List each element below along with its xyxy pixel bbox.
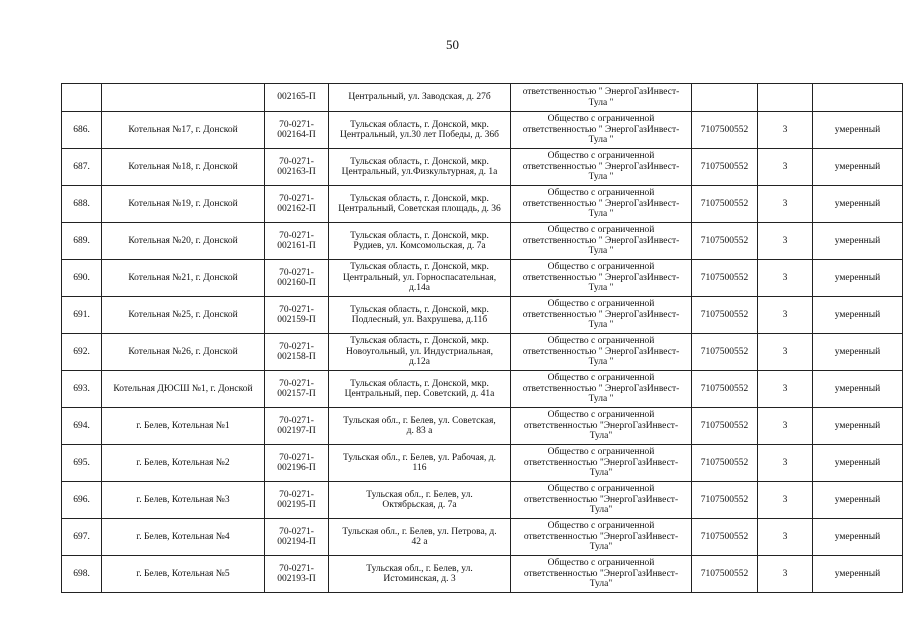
row-number: 693. xyxy=(62,371,102,408)
table-row xyxy=(62,260,903,297)
risk-level: умеренный xyxy=(813,149,903,186)
operator-inn: 7107500552 xyxy=(692,186,758,223)
table-row xyxy=(62,556,903,593)
object-name: Котельная №18, г. Донской xyxy=(102,149,265,186)
hazard-category: 3 xyxy=(758,482,813,519)
hazard-category: 3 xyxy=(758,112,813,149)
object-name: Котельная №21, г. Донской xyxy=(102,260,265,297)
object-address: Тульская область, г. Донской, мкр. Центральный, пер. Советский, д. 41а xyxy=(329,371,511,408)
operator-organization: Общество с ограниченной ответственностью "ЭнергоГазИнвест- Тула" xyxy=(511,519,692,556)
hazard-category: 3 xyxy=(758,334,813,371)
object-address: Тульская область, г. Донской, мкр. Рудиев, ул. Комсомольская, д. 7а xyxy=(329,223,511,260)
risk-level: умеренный xyxy=(813,556,903,593)
risk-level: умеренный xyxy=(813,334,903,371)
registry-table xyxy=(61,83,903,593)
object-name: Котельная №19, г. Донской xyxy=(102,186,265,223)
object-address: Тульская область, г. Донской, мкр. Новоугольный, ул. Индустриальная, д.12а xyxy=(329,334,511,371)
operator-organization: Общество с ограниченной ответственностью " ЭнергоГазИнвест- Тула " xyxy=(511,186,692,223)
object-name: Котельная №17, г. Донской xyxy=(102,112,265,149)
page-number: 50 xyxy=(446,37,459,52)
risk-level: умеренный xyxy=(813,297,903,334)
row-number: 696. xyxy=(62,482,102,519)
object-name xyxy=(102,84,265,112)
operator-inn: 7107500552 xyxy=(692,149,758,186)
operator-organization: Общество с ограниченной ответственностью " ЭнергоГазИнвест- Тула " xyxy=(511,371,692,408)
row-number: 698. xyxy=(62,556,102,593)
hazard-category: 3 xyxy=(758,297,813,334)
operator-organization: Общество с ограниченной ответственностью " ЭнергоГазИнвест- Тула " xyxy=(511,297,692,334)
risk-level: умеренный xyxy=(813,445,903,482)
operator-organization: Общество с ограниченной ответственностью "ЭнергоГазИнвест- Тула" xyxy=(511,445,692,482)
row-number: 697. xyxy=(62,519,102,556)
risk-level: умеренный xyxy=(813,408,903,445)
operator-inn: 7107500552 xyxy=(692,482,758,519)
hazard-category: 3 xyxy=(758,149,813,186)
table-row xyxy=(62,223,903,260)
row-number: 694. xyxy=(62,408,102,445)
registration-code: 70-0271- 002164-П xyxy=(265,112,329,149)
registration-code: 70-0271- 002160-П xyxy=(265,260,329,297)
object-address: Тульская область, г. Донской, мкр. Центральный, ул.30 лет Победы, д. 36б xyxy=(329,112,511,149)
operator-organization: Общество с ограниченной ответственностью " ЭнергоГазИнвест- Тула " xyxy=(511,149,692,186)
operator-inn: 7107500552 xyxy=(692,371,758,408)
table-row xyxy=(62,445,903,482)
table-row xyxy=(62,334,903,371)
hazard-category: 3 xyxy=(758,260,813,297)
registration-code: 002165-П xyxy=(265,84,329,112)
operator-inn: 7107500552 xyxy=(692,223,758,260)
table-row xyxy=(62,482,903,519)
object-address: Тульская обл., г. Белев, ул. Рабочая, д. 116 xyxy=(329,445,511,482)
hazard-category xyxy=(758,84,813,112)
row-number: 687. xyxy=(62,149,102,186)
operator-inn: 7107500552 xyxy=(692,445,758,482)
object-address: Тульская область, г. Донской, мкр. Подлесный, ул. Вахрушева, д.11б xyxy=(329,297,511,334)
risk-level: умеренный xyxy=(813,223,903,260)
object-name: Котельная №26, г. Донской xyxy=(102,334,265,371)
risk-level: умеренный xyxy=(813,482,903,519)
operator-inn: 7107500552 xyxy=(692,260,758,297)
object-address: Тульская область, г. Донской, мкр. Центральный, ул.Физкультурная, д. 1а xyxy=(329,149,511,186)
row-number: 692. xyxy=(62,334,102,371)
hazard-category: 3 xyxy=(758,408,813,445)
object-name: г. Белев, Котельная №5 xyxy=(102,556,265,593)
object-address: Тульская обл., г. Белев, ул. Петрова, д. 42 а xyxy=(329,519,511,556)
risk-level: умеренный xyxy=(813,260,903,297)
table-row xyxy=(62,408,903,445)
registration-code: 70-0271- 002197-П xyxy=(265,408,329,445)
table-row xyxy=(62,186,903,223)
object-address: Тульская обл., г. Белев, ул. Советская, д. 83 а xyxy=(329,408,511,445)
object-name: Котельная №20, г. Донской xyxy=(102,223,265,260)
object-name: Котельная ДЮСШ №1, г. Донской xyxy=(102,371,265,408)
risk-level: умеренный xyxy=(813,112,903,149)
registration-code: 70-0271- 002196-П xyxy=(265,445,329,482)
registration-code: 70-0271- 002195-П xyxy=(265,482,329,519)
object-name: г. Белев, Котельная №4 xyxy=(102,519,265,556)
operator-inn: 7107500552 xyxy=(692,556,758,593)
row-number: 690. xyxy=(62,260,102,297)
operator-organization: Общество с ограниченной ответственностью " ЭнергоГазИнвест- Тула " xyxy=(511,334,692,371)
operator-inn: 7107500552 xyxy=(692,297,758,334)
table-row xyxy=(62,297,903,334)
registration-code: 70-0271- 002158-П xyxy=(265,334,329,371)
hazard-category: 3 xyxy=(758,519,813,556)
registration-code: 70-0271- 002193-П xyxy=(265,556,329,593)
object-address: Тульская область, г. Донской, мкр. Центральный, ул. Горноспасательная, д.14а xyxy=(329,260,511,297)
hazard-category: 3 xyxy=(758,556,813,593)
registration-code: 70-0271- 002194-П xyxy=(265,519,329,556)
operator-inn xyxy=(692,84,758,112)
object-name: г. Белев, Котельная №1 xyxy=(102,408,265,445)
object-address: Тульская обл., г. Белев, ул. Истоминская, д. 3 xyxy=(329,556,511,593)
table-row xyxy=(62,371,903,408)
operator-organization: Общество с ограниченной ответственностью "ЭнергоГазИнвест- Тула" xyxy=(511,556,692,593)
registration-code: 70-0271- 002159-П xyxy=(265,297,329,334)
operator-inn: 7107500552 xyxy=(692,408,758,445)
operator-organization: Общество с ограниченной ответственностью "ЭнергоГазИнвест- Тула" xyxy=(511,482,692,519)
object-name: Котельная №25, г. Донской xyxy=(102,297,265,334)
continuation-row xyxy=(62,84,903,112)
risk-level: умеренный xyxy=(813,519,903,556)
object-address: Центральный, ул. Заводская, д. 27б xyxy=(329,84,511,112)
operator-organization: Общество с ограниченной ответственностью " ЭнергоГазИнвест- Тула " xyxy=(511,260,692,297)
risk-level: умеренный xyxy=(813,186,903,223)
row-number: 689. xyxy=(62,223,102,260)
operator-inn: 7107500552 xyxy=(692,334,758,371)
registration-code: 70-0271- 002157-П xyxy=(265,371,329,408)
registration-code: 70-0271- 002163-П xyxy=(265,149,329,186)
operator-organization: Общество с ограниченной ответственностью " ЭнергоГазИнвест- Тула " xyxy=(511,112,692,149)
risk-level: умеренный xyxy=(813,371,903,408)
operator-inn: 7107500552 xyxy=(692,519,758,556)
table-row xyxy=(62,519,903,556)
row-number: 686. xyxy=(62,112,102,149)
operator-inn: 7107500552 xyxy=(692,112,758,149)
object-name: г. Белев, Котельная №3 xyxy=(102,482,265,519)
hazard-category: 3 xyxy=(758,186,813,223)
hazard-category: 3 xyxy=(758,223,813,260)
object-name: г. Белев, Котельная №2 xyxy=(102,445,265,482)
row-number: 691. xyxy=(62,297,102,334)
operator-organization: ответственностью " ЭнергоГазИнвест- Тула " xyxy=(511,84,692,112)
row-number: 695. xyxy=(62,445,102,482)
hazard-category: 3 xyxy=(758,445,813,482)
object-address: Тульская область, г. Донской, мкр. Центральный, Советская площадь, д. 36 xyxy=(329,186,511,223)
table-row xyxy=(62,112,903,149)
table-row xyxy=(62,149,903,186)
registration-code: 70-0271- 002162-П xyxy=(265,186,329,223)
object-address: Тульская обл., г. Белев, ул. Октябрьская, д. 7а xyxy=(329,482,511,519)
hazard-category: 3 xyxy=(758,371,813,408)
operator-organization: Общество с ограниченной ответственностью " ЭнергоГазИнвест- Тула " xyxy=(511,223,692,260)
row-number: 688. xyxy=(62,186,102,223)
registration-code: 70-0271- 002161-П xyxy=(265,223,329,260)
row-number xyxy=(62,84,102,112)
operator-organization: Общество с ограниченной ответственностью "ЭнергоГазИнвест- Тула" xyxy=(511,408,692,445)
registry-body xyxy=(62,84,903,593)
risk-level xyxy=(813,84,903,112)
